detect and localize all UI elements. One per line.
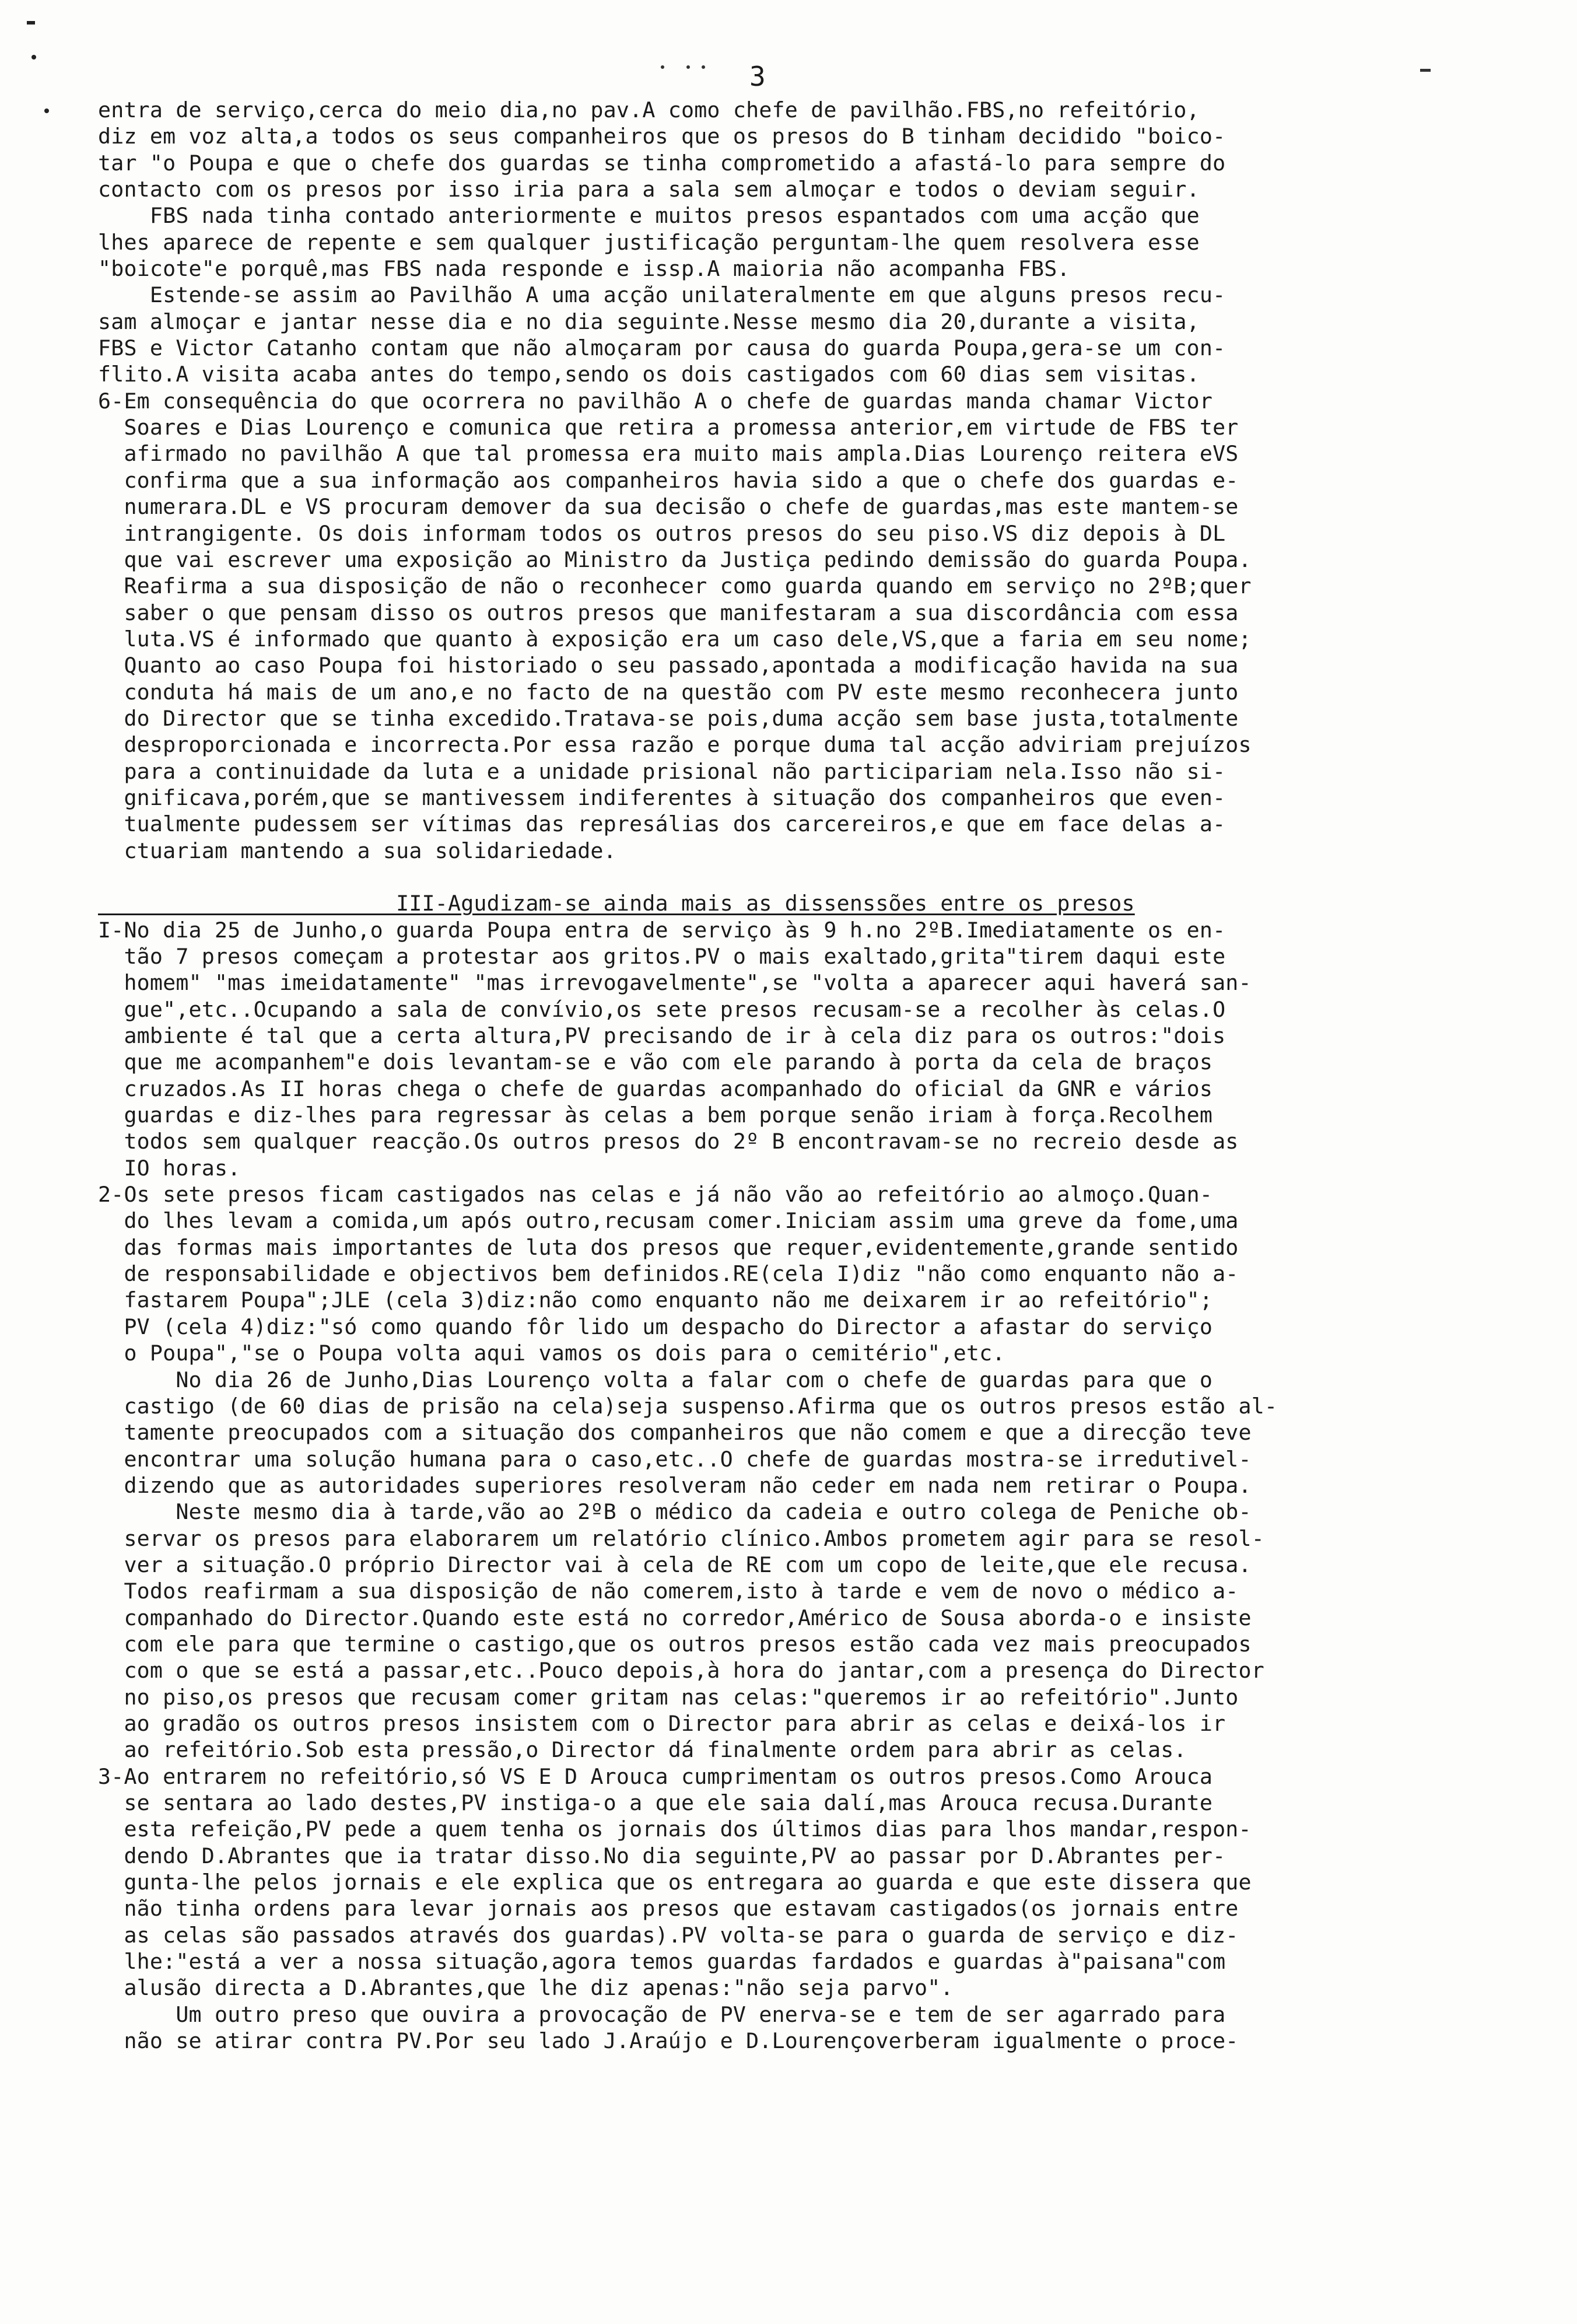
text-line: IO horas. (98, 1155, 241, 1181)
text-line: contacto com os presos por isso iria para a sala sem almoçar e todos o deviam seguir. (98, 177, 1200, 202)
text-line (98, 864, 1509, 890)
text-line: lhe:"está a ver a nossa situação,agora temos guardas fardados e guardas à"paisana"com (98, 1949, 1226, 1975)
typed-text-body (98, 97, 1509, 2054)
text-line: sam almoçar e jantar nesse dia e no dia seguinte.Nesse mesmo dia 20,durante a visita, (98, 309, 1200, 334)
text-line: ctuariam mantendo a sua solidariedade. (98, 838, 616, 863)
text-line: para a continuidade da luta e a unidade prisional não participariam nela.Isso não si- (98, 758, 1226, 784)
text-line: FBS e Victor Catanho contam que não almoçaram por causa do guarda Poupa,gera-se um con- (98, 335, 1226, 361)
text-line: esta refeição,PV pede a quem tenha os jornais dos últimos dias para lhos mandar,respon- (98, 1817, 1252, 1842)
text-line: Estende-se assim ao Pavilhão A uma acção unilateralmente em que alguns presos recu- (98, 282, 1226, 308)
text-line: gue",etc..Ocupando a sala de convívio,os sete presos recusam-se a recolher às celas.O (98, 996, 1226, 1022)
text-line: cruzados.As II horas chega o chefe de guardas acompanhado do oficial da GNR e vários (98, 1076, 1213, 1101)
text-line: entra de serviço,cerca do meio dia,no pav.A como chefe de pavilhão.FBS,no refeitório, (98, 97, 1200, 123)
text-line: lhes aparece de repente e sem qualquer justificação perguntam-lhe quem resolvera esse (98, 229, 1200, 255)
text-line: No dia 26 de Junho,Dias Lourenço volta a falar com o chefe de guardas para que o (98, 1367, 1213, 1392)
text-line: servar os presos para elaborarem um relatório clínico.Ambos prometem agir para se resol- (98, 1525, 1264, 1551)
text-line: Soares e Dias Lourenço e comunica que retira a promessa anterior,em virtude de FBS ter (98, 415, 1239, 440)
text-line: todos sem qualquer reacção.Os outros presos do 2º B encontravam-se no recreio desde as (98, 1129, 1239, 1154)
text-line: dendo D.Abrantes que ia tratar disso.No dia seguinte,PV ao passar por D.Abrantes per- (98, 1843, 1226, 1868)
text-line: Quanto ao caso Poupa foi historiado o seu passado,apontada a modificação havida na sua (98, 653, 1239, 678)
text-line: no piso,os presos que recusam comer gritam nas celas:"queremos ir ao refeitório".Junto (98, 1684, 1239, 1710)
text-line: ver a situação.O próprio Director vai à cela de RE com um copo de leite,que ele recusa. (98, 1552, 1252, 1577)
text-line: com o que se está a passar,etc..Pouco depois,à hora do jantar,com a presença do Director (98, 1658, 1264, 1684)
text-line: desproporcionada e incorrecta.Por essa razão e porque duma tal acção adviriam prejuízos (98, 732, 1252, 758)
text-line: saber o que pensam disso os outros presos que manifestaram a sua discordância com essa (98, 600, 1239, 625)
text-line: se sentara ao lado destes,PV instiga-o a que ele saia dalí,mas Arouca recusa.Durante (98, 1790, 1213, 1815)
text-line: ao refeitório.Sob esta pressão,o Director dá finalmente ordem para abrir as celas. (98, 1737, 1187, 1763)
top-speckles (656, 65, 720, 71)
text-line: gunta-lhe pelos jornais e ele explica que os entregara ao guarda e que este dissera que (98, 1870, 1252, 1895)
margin-mark (27, 21, 35, 24)
text-line: conduta há mais de um ano,e no facto de na questão com PV este mesmo reconhecera junto (98, 679, 1239, 705)
text-line: Um outro preso que ouvira a provocação de PV enerva-se e tem de ser agarrado para (98, 2001, 1226, 2027)
top-dash (1420, 69, 1431, 72)
text-line: diz em voz alta,a todos os seus companheiros que os presos do B tinham decidido "boico- (98, 124, 1226, 149)
text-line: Neste mesmo dia à tarde,vão ao 2ºB o médico da cadeia e outro colega de Peniche ob- (98, 1499, 1252, 1525)
text-line: alusão directa a D.Abrantes,que lhe diz apenas:"não seja parvo". (98, 1975, 954, 2001)
text-line: as celas são passados através dos guardas).PV volta-se para o guarda de serviço e diz- (98, 1922, 1239, 1948)
text-line: tar "o Poupa e que o chefe dos guardas se tinha comprometido a afastá-lo para sempre do (98, 150, 1226, 176)
text-line: ambiente é tal que a certa altura,PV precisando de ir à cela diz para os outros:"dois (98, 1023, 1226, 1049)
text-line: homem" "mas imeidatamente" "mas irrevogavelmente",se "volta a aparecer aqui haverá san- (98, 970, 1252, 996)
text-line: ao gradão os outros presos insistem com o Director para abrir as celas e deixá-los ir (98, 1710, 1226, 1736)
page-number: 3 (749, 61, 766, 92)
text-line: 6-Em consequência do que ocorrera no pavilhão A o chefe de guardas manda chamar Victor (98, 388, 1213, 414)
text-line: afirmado no pavilhão A que tal promessa era muito mais ampla.Dias Lourenço reitera eVS (98, 441, 1239, 467)
text-line: do lhes levam a comida,um após outro,recusam comer.Iniciam assim uma greve da fome,uma (98, 1208, 1239, 1234)
text-line: numerara.DL e VS procuram demover da sua decisão o chefe de guardas,mas este mantem-se (98, 494, 1239, 520)
text-line: gnificava,porém,que se mantivessem indiferentes à situação dos companheiros que even- (98, 785, 1226, 810)
text-line: fastarem Poupa";JLE (cela 3)diz:não como enquanto não me deixarem ir ao refeitório"; (98, 1287, 1213, 1313)
text-line: com ele para que termine o castigo,que os outros presos estão cada vez mais preocupados (98, 1631, 1252, 1657)
text-line: Todos reafirmam a sua disposição de não comerem,isto à tarde e vem de novo o médico a- (98, 1578, 1239, 1604)
text-line: encontrar uma solução humana para o caso,etc..O chefe de guardas mostra-se irredutivel- (98, 1446, 1252, 1472)
text-line: das formas mais importantes de luta dos presos que requer,evidentemente,grande sentido (98, 1234, 1239, 1260)
text-line: que me acompanhem"e dois levantam-se e vão com ele parando à porta da cela de braços (98, 1049, 1213, 1075)
text-line: tualmente pudessem ser vítimas das represálias dos carcereiros,e que em face delas a- (98, 811, 1226, 837)
text-line: do Director que se tinha excedido.Tratava-se pois,duma acção sem base justa,totalmente (98, 705, 1239, 731)
text-line: dizendo que as autoridades superiores resolveram não ceder em nada nem retirar o Poupa. (98, 1472, 1252, 1498)
text-line: não tinha ordens para levar jornais aos presos que estavam castigados(os jornais entre (98, 1896, 1239, 1922)
text-line: "boicote"e porquê,mas FBS nada responde e issp.A maioria não acompanha FBS. (98, 256, 1070, 282)
section-heading: III-Agudizam-se ainda mais as dissenssões entre os presos (98, 891, 1135, 916)
text-line: não se atirar contra PV.Por seu lado J.Araújo e D.Lourençoverberam igualmente o proce- (98, 2028, 1239, 2054)
margin-dot (31, 55, 36, 60)
text-line: Reafirma a sua disposição de não o reconhecer como guarda quando em serviço no 2ºB;quer (98, 573, 1252, 599)
text-line: guardas e diz-lhes para regressar às celas a bem porque senão iriam à força.Recolhem (98, 1102, 1213, 1128)
text-line: de responsabilidade e objectivos bem definidos.RE(cela I)diz "não como enquanto não a- (98, 1261, 1239, 1287)
text-line: 3-Ao entrarem no refeitório,só VS E D Arouca cumprimentam os outros presos.Como Arouca (98, 1763, 1213, 1789)
text-line: tão 7 presos começam a protestar aos gritos.PV o mais exaltado,grita"tirem daqui este (98, 944, 1226, 969)
text-line: 2-Os sete presos ficam castigados nas celas e já não vão ao refeitório ao almoço.Quan- (98, 1182, 1213, 1208)
text-line: luta.VS é informado que quanto à exposição era um caso dele,VS,que a faria em seu nome; (98, 626, 1252, 652)
text-line: castigo (de 60 dias de prisão na cela)seja suspenso.Afirma que os outros presos estão al- (98, 1393, 1278, 1419)
text-line: I-No dia 25 de Junho,o guarda Poupa entra de serviço às 9 h.no 2ºB.Imediatamente os en- (98, 917, 1226, 943)
text-line: flito.A visita acaba antes do tempo,sendo os dois castigados com 60 dias sem visitas. (98, 362, 1200, 387)
text-line: FBS nada tinha contado anteriormente e muitos presos espantados com uma acção que (98, 203, 1200, 229)
margin-dot (44, 108, 49, 113)
text-line: confirma que a sua informação aos companheiros havia sido a que o chefe dos guardas e- (98, 467, 1239, 493)
text-line: companhado do Director.Quando este está no corredor,Américo de Sousa aborda-o e insiste (98, 1605, 1252, 1630)
text-line: tamente preocupados com a situação dos companheiros que não comem e que a direcção teve (98, 1420, 1252, 1446)
text-line: intrangigente. Os dois informam todos os outros presos do seu piso.VS diz depois à DL (98, 520, 1226, 546)
text-line: PV (cela 4)diz:"só como quando fôr lido um despacho do Director a afastar do serviço (98, 1314, 1213, 1339)
text-line: o Poupa","se o Poupa volta aqui vamos os dois para o cemitério",etc. (98, 1340, 1005, 1366)
text-line: que vai escrever uma exposição ao Ministro da Justiça pedindo demissão do guarda Poupa. (98, 547, 1252, 572)
